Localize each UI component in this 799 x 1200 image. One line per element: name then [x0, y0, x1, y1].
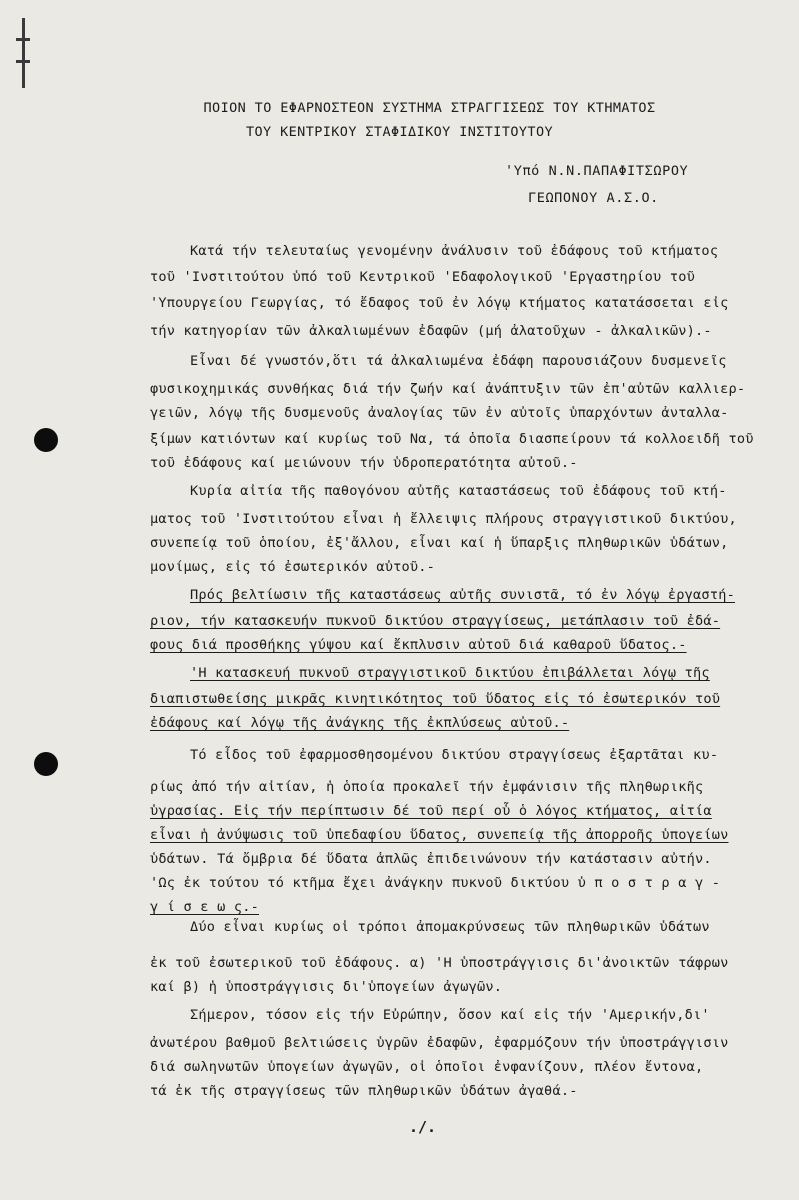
text-line-underlined: Πρός βελτίωσιν τῆς καταστάσεως αὐτῆς συνιστᾶ, τό ἐν λόγῳ ἐργαστή-: [190, 587, 735, 603]
text-line: καί β) ἡ ὑποστράγγισις δι'ὑπογείων ἀγωγῶν.: [150, 979, 503, 995]
punch-hole: [34, 752, 58, 776]
text-line: ρίως ἀπό τήν αἰτίαν, ἡ ὁποία προκαλεῖ τήν ἐμφάνισιν τῆς πληθωρικῆς: [150, 779, 704, 795]
text-line-underlined: ὑγρασίας. Εἰς τήν περίπτωσιν δέ τοῦ περί οὗ ὁ λόγος κτήματος, αἰτία: [150, 803, 712, 819]
text-line: ἀνωτέρου βαθμοῦ βελτιώσεις ὑγρῶν ἐδαφῶν, ἐφαρμόζουν τήν ὑποστράγγισιν: [150, 1035, 729, 1051]
text-line: συνεπείᾳ τοῦ ὁποίου, ἐξ'ἄλλου, εἶναι καί ἡ ὕπαρξις πληθωρικῶν ὑδάτων,: [150, 535, 729, 551]
text-line: ματος τοῦ 'Ινστιτούτου εἶναι ἡ ἔλλειψις πλήρους στραγγιστικοῦ δικτύου,: [150, 511, 737, 527]
title-line-1: ΠΟΙΟΝ ΤΟ ΕΦΑΡΝΟΣΤΕΟΝ ΣΥΣΤΗΜΑ ΣΤΡΑΓΓΙΣΕΩΣ ΤΟΥ ΚΤΗΜΑΤΟΣ: [203, 100, 656, 116]
text-line: τοῦ ἐδάφους καί μειώνουν τήν ὑδροπερατότητα αὐτοῦ.-: [150, 455, 578, 471]
binder-tick: [16, 38, 30, 41]
text-line-underlined: εἶναι ἡ ἀνύψωσις τοῦ ὑπεδαφίου ὕδατος, συνεπείᾳ τῆς ἀπορροῆς ὑπογείων: [150, 827, 729, 843]
text-line: 'Ως ἐκ τούτου τό κτῆμα ἔχει ἀνάγκην πυκνοῦ δικτύου ὑ π ο σ τ ρ α γ -: [150, 875, 721, 891]
binder-tick: [16, 60, 30, 63]
author-title: ΓΕΩΠΟΝΟΥ Α.Σ.Ο.: [528, 190, 659, 206]
binder-mark: [22, 18, 25, 88]
punch-hole: [34, 428, 58, 452]
text-line: μονίμως, εἰς τό ἐσωτερικόν αὐτοῦ.-: [150, 559, 436, 575]
text-line: τήν κατηγορίαν τῶν ἀλκαλιωμένων ἐδαφῶν (μή ἀλατοῦχων - ἀλκαλικῶν).-: [150, 323, 712, 339]
text-line: τοῦ 'Ινστιτούτου ὑπό τοῦ Κεντρικοῦ 'Εδαφολογικοῦ 'Εργαστηρίου τοῦ: [150, 269, 695, 285]
text-line-underlined: ἐδάφους καί λόγῳ τῆς ἀνάγκης τῆς ἐκπλύσεως αὐτοῦ.-: [150, 715, 570, 731]
page-continuation-marker: ./.: [409, 1118, 437, 1136]
title-line-2: ΤΟΥ ΚΕΝΤΡΙΚΟΥ ΣΤΑΦΙΔΙΚΟΥ ΙΝΣΤΙΤΟΥΤΟΥ: [246, 124, 553, 140]
text-line-underlined: γ ί σ ε ω ς.-: [150, 899, 259, 915]
text-line-underlined: ριον, τήν κατασκευήν πυκνοῦ δικτύου στραγγίσεως, μετάπλασιν τοῦ ἐδά-: [150, 613, 721, 629]
text-line-underlined: 'Η κατασκευή πυκνοῦ στραγγιστικοῦ δικτύου ἐπιβάλλεται λόγῳ τῆς: [190, 665, 710, 681]
text-line: Τό εἶδος τοῦ ἐφαρμοσθησομένου δικτύου στραγγίσεως ἐξαρτᾶται κυ-: [190, 747, 719, 763]
author-name: 'Υπό Ν.Ν.ΠΑΠΑΦΙΤΣΩΡΟΥ: [505, 163, 689, 179]
text-line: ὑδάτων. Τά ὄμβρια δέ ὕδατα ἁπλῶς ἐπιδεινώνουν τήν κατάστασιν αὐτήν.: [150, 851, 712, 867]
text-line-underlined: διαπιστωθείσης μικρᾶς κινητικότητος τοῦ ὕδατος εἰς τό ἐσωτερικόν τοῦ: [150, 691, 721, 707]
text-line: γειῶν, λόγῳ τῆς δυσμενοῦς ἀναλογίας τῶν ἐν αὐτοῖς ὑπαρχόντων ἀνταλλα-: [150, 405, 729, 421]
text-line: Κυρία αἰτία τῆς παθογόνου αὐτῆς καταστάσεως τοῦ ἐδάφους τοῦ κτή-: [190, 483, 727, 499]
text-line: Κατά τήν τελευταίως γενομένην ἀνάλυσιν τοῦ ἐδάφους τοῦ κτήματος: [190, 243, 719, 259]
text-line: Δύο εἶναι κυρίως οἱ τρόποι ἀπομακρύνσεως τῶν πληθωρικῶν ὑδάτων: [190, 919, 710, 935]
text-line: ξίμων κατιόντων καί κυρίως τοῦ Να, τά ὁποῖα διασπείρουν τά κολλοειδῆ τοῦ: [150, 431, 754, 447]
text-line: ἐκ τοῦ ἐσωτερικοῦ τοῦ ἐδάφους. α) 'Η ὑποστράγγισις δι'ἀνοικτῶν τάφρων: [150, 955, 729, 971]
text-line-underlined: φους διά προσθήκης γύψου καί ἔκπλυσιν αὐτοῦ διά καθαροῦ ὕδατος.-: [150, 637, 687, 653]
text-line: Σήμερον, τόσον εἰς τήν Εὐρώπην, ὅσον καί εἰς τήν 'Αμερικήν,δι': [190, 1007, 710, 1023]
text-line: τά ἐκ τῆς στραγγίσεως τῶν πληθωρικῶν ὑδάτων ἀγαθά.-: [150, 1083, 578, 1099]
text-line: διά σωληνωτῶν ὑπογείων ἀγωγῶν, οἱ ὁποῖοι ἐνφανίζουν, πλέον ἔντονα,: [150, 1059, 704, 1075]
text-line: Εἶναι δέ γνωστόν,ὅτι τά ἀλκαλιωμένα ἐδάφη παρουσιάζουν δυσμενεῖς: [190, 353, 727, 369]
text-line: φυσικοχημικάς συνθήκας διά τήν ζωήν καί ἀνάπτυξιν τῶν ἐπ'αὐτῶν καλλιερ-: [150, 381, 746, 397]
text-line: 'Υπουργείου Γεωργίας, τό ἔδαφος τοῦ ἐν λόγῳ κτήματος κατατάσσεται εἰς: [150, 295, 729, 311]
